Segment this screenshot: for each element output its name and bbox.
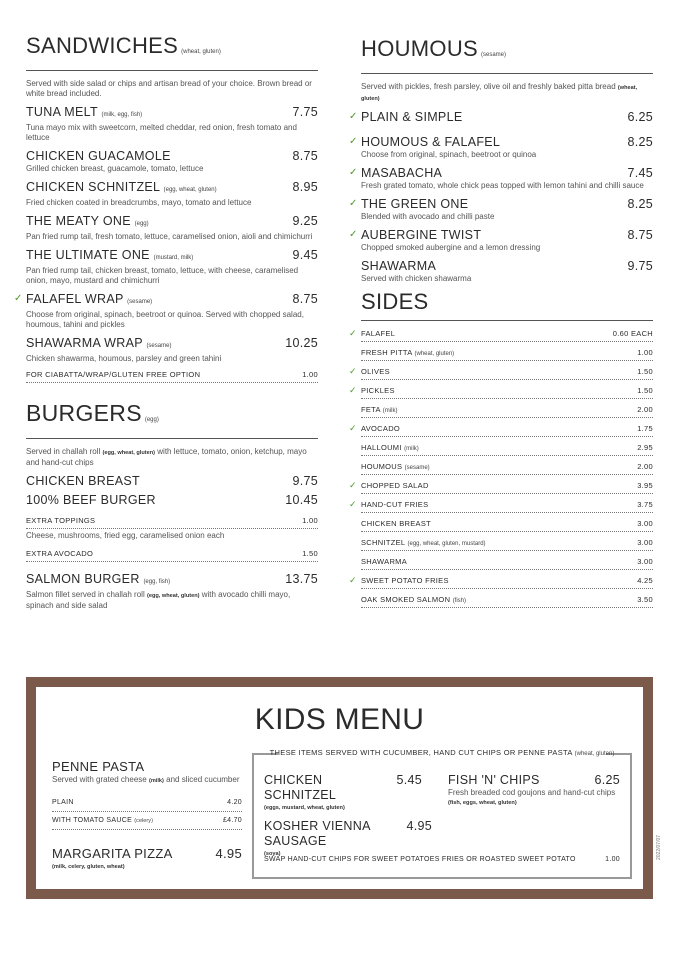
item-allergens: (eggs, mustard, wheat, gluten)	[264, 805, 345, 811]
item-price: 8.75	[292, 292, 318, 306]
item-desc: Grilled chicken breast, guacamole, tomato, lettuce	[26, 164, 204, 173]
item-name: FISH 'N' CHIPS	[448, 773, 540, 787]
item-name: CHICKEN BREAST	[26, 474, 140, 488]
item-desc: Served with chicken shawarma	[361, 274, 472, 283]
penne-plain-option	[52, 794, 242, 812]
item-row	[26, 248, 318, 266]
item-row	[361, 135, 653, 150]
item-name: AUBERGINE TWIST	[361, 228, 482, 242]
vegetarian-check-icon: ✓	[349, 575, 357, 585]
item-name-text: THE ULTIMATE ONE	[26, 248, 150, 262]
penne-sauce-option	[52, 812, 242, 830]
kids-item-fish-n-chips	[448, 773, 620, 808]
menu-item-chicken-breast	[26, 474, 318, 489]
menu-item	[26, 105, 318, 143]
burgers-description: Served in challah roll (egg, wheat, gluten) with lettuce, tomato, onion, ketchup, mayo and hand-cut chips	[26, 447, 307, 467]
side-item	[349, 380, 653, 399]
item-name: 100% BEEF BURGER	[26, 493, 156, 507]
side-item-allergens: (wheat, gluten)	[414, 351, 455, 357]
item-row	[26, 149, 318, 164]
side-item-name	[361, 595, 466, 606]
vegetarian-check-icon: ✓	[349, 385, 357, 395]
houmous-title: HOUMOUS (sesame)	[361, 37, 653, 74]
item-name: PLAIN & SIMPLE	[361, 110, 463, 124]
item-name-text: TUNA MELT	[26, 105, 98, 119]
vegetarian-check-icon: ✓	[349, 111, 358, 122]
item-price: 6.25	[594, 773, 620, 787]
item-desc: Salmon fillet served in challah roll (egg, wheat, gluten) with avocado chilli mayo, spinach and side salad	[26, 590, 291, 610]
item-price: 6.25	[627, 110, 653, 124]
side-item-name-text: OAK SMOKED SALMON	[361, 595, 451, 604]
item-name-text: CHICKEN GUACAMOLE	[26, 149, 171, 163]
item-desc: Fresh breaded cod goujons and hand-cut chips	[448, 788, 616, 797]
side-item-allergens: (sesame)	[404, 465, 430, 471]
sides-list	[349, 323, 653, 608]
menu-item	[14, 292, 318, 330]
margarita-pizza-price: 4.95	[215, 846, 242, 861]
item-price: 10.25	[285, 336, 318, 350]
side-item-allergens: (fish)	[452, 598, 467, 604]
side-item	[349, 570, 653, 589]
menu-item	[26, 336, 318, 364]
side-item-name	[361, 500, 428, 510]
side-item-price: 3.75	[637, 500, 653, 509]
vegetarian-check-icon: ✓	[349, 198, 358, 209]
item-row	[26, 214, 318, 232]
side-item-name-text: FALAFEL	[361, 329, 396, 338]
item-price: 8.95	[292, 180, 318, 194]
side-item-name	[361, 424, 400, 434]
kids-combo-box	[252, 748, 632, 879]
kids-swap-option	[264, 855, 620, 865]
item-price: 4.95	[406, 819, 432, 833]
penne-pasta-desc: Served with grated cheese (milk) and sliced cucumber	[52, 775, 240, 784]
menu-item	[26, 180, 318, 208]
item-price: 7.45	[627, 166, 653, 180]
side-item-name-text: HAND-CUT FRIES	[361, 500, 429, 509]
item-name	[26, 214, 149, 232]
item-desc: Pan fried rump tail, chicken breast, tomato, lettuce, with cheese, caramelised onion, mayo, mustard and chimichurri	[26, 266, 299, 285]
item-desc: Tuna mayo mix with sweetcorn, melted cheddar, red onion, fresh tomato and lettuce	[26, 123, 297, 142]
houmous-description: Served with pickles, fresh parsley, olive oil and freshly baked pitta bread (wheat, gluten)	[361, 82, 638, 102]
item-price: 8.75	[627, 228, 653, 242]
item-desc: Blended with avocado and chilli paste	[361, 212, 495, 221]
side-item	[361, 532, 653, 551]
item-name-text: SHAWARMA WRAP	[26, 336, 143, 350]
penne-plain-label: PLAIN	[52, 799, 74, 806]
item-price: 10.45	[285, 493, 318, 507]
side-item	[361, 342, 653, 361]
side-item-price: 2.00	[637, 462, 653, 471]
side-item-allergens: (milk)	[382, 408, 398, 414]
side-item	[349, 361, 653, 380]
right-column	[349, 36, 653, 608]
vegetarian-check-icon: ✓	[349, 229, 358, 240]
item-name-text: THE MEATY ONE	[26, 214, 131, 228]
menu-item	[361, 259, 653, 284]
side-item-name-text: FRESH PITTA	[361, 348, 413, 357]
side-item-name-text: OLIVES	[361, 367, 390, 376]
item-row	[361, 166, 653, 181]
kids-item-vienna-sausage	[264, 819, 432, 859]
item-price: 9.45	[292, 248, 318, 262]
side-item-name	[361, 481, 429, 491]
item-name: SALMON BURGER (egg, fish)	[26, 572, 171, 586]
left-column	[14, 33, 318, 617]
side-item-price: 1.50	[637, 386, 653, 395]
item-name	[26, 105, 142, 123]
vegetarian-check-icon: ✓	[349, 423, 357, 433]
item-name: KOSHER VIENNA SAUSAGE	[264, 819, 371, 848]
item-allergens: (egg)	[134, 221, 149, 227]
side-item-price: 1.75	[637, 424, 653, 433]
side-item-name-text: AVOCADO	[361, 424, 401, 433]
vegetarian-check-icon: ✓	[349, 167, 358, 178]
item-allergens: (fish, eggs, wheat, gluten)	[448, 800, 517, 806]
item-price: 9.25	[292, 214, 318, 228]
item-desc: Fresh grated tomato, whole chick peas topped with lemon tahini and chilli sauce	[361, 181, 644, 190]
menu-item	[26, 248, 318, 286]
side-item-price: 1.50	[637, 367, 653, 376]
side-item	[349, 475, 653, 494]
extra-avocado-price: 1.50	[302, 549, 318, 558]
extra-toppings-desc: Cheese, mushrooms, fried egg, caramelised onion each	[26, 531, 225, 540]
item-name	[26, 292, 152, 310]
item-name: SHAWARMA	[361, 259, 437, 273]
side-item-price: 4.25	[637, 576, 653, 585]
side-item-price: 3.00	[637, 519, 653, 528]
side-item-name	[361, 367, 390, 377]
menu-item	[349, 166, 653, 191]
side-item-name-text: PICKLES	[361, 386, 395, 395]
side-item-name	[361, 329, 395, 339]
item-allergens: (egg, wheat, gluten)	[163, 187, 217, 193]
side-item-name	[361, 405, 397, 416]
item-allergens: (mustard, milk)	[153, 255, 194, 261]
item-price: 8.25	[627, 135, 653, 149]
kids-menu-panel	[36, 687, 643, 889]
side-item	[361, 513, 653, 532]
sandwich-list	[14, 105, 318, 364]
kids-item-chicken-schnitzel	[264, 773, 422, 813]
item-price: 5.45	[396, 773, 422, 787]
item-price: 9.75	[292, 474, 318, 488]
vegetarian-check-icon: ✓	[349, 328, 357, 338]
item-price: 8.75	[292, 149, 318, 163]
item-row	[26, 180, 318, 198]
extra-toppings-label: EXTRA TOPPINGS	[26, 516, 96, 525]
item-desc: Chopped smoked aubergine and a lemon dressing	[361, 243, 541, 252]
side-item-name-text: HALLOUMI	[361, 443, 402, 452]
side-item-allergens: (egg, wheat, gluten, mustard)	[407, 541, 486, 547]
item-row	[26, 105, 318, 123]
side-item	[361, 551, 653, 570]
side-item-price: 2.95	[637, 443, 653, 452]
vegetarian-check-icon: ✓	[349, 499, 357, 509]
menu-item	[349, 197, 653, 222]
sandwiches-allergens: (wheat, gluten)	[181, 49, 221, 55]
side-item-name	[361, 538, 486, 549]
side-item-allergens: (milk)	[404, 446, 419, 452]
side-item-name-text: CHOPPED SALAD	[361, 481, 429, 490]
vegetarian-check-icon: ✓	[349, 136, 358, 147]
side-item-name	[361, 386, 395, 396]
menu-item-salmon-burger	[26, 572, 318, 611]
print-code: 2022/07/07	[656, 834, 662, 860]
margarita-pizza-allergens: (milk, celery, gluten, wheat)	[52, 864, 125, 870]
item-desc: Fried chicken coated in breadcrumbs, mayo, tomato and lettuce	[26, 198, 252, 207]
burgers-title: BURGERS (egg)	[26, 401, 318, 439]
side-item-price: 3.00	[637, 557, 653, 566]
item-desc: Pan fried rump tail, fresh tomato, lettuce, caramelised onion, aioli and chimichurri	[26, 232, 313, 241]
side-item-name-text: HOUMOUS	[361, 462, 403, 471]
side-item-price: 0.60 EACH	[612, 329, 653, 338]
side-item-price: 3.50	[637, 595, 653, 604]
sandwiches-title: SANDWICHES (wheat, gluten)	[26, 34, 318, 71]
extra-toppings-price: 1.00	[302, 516, 318, 525]
item-allergens: (sesame)	[127, 299, 153, 305]
item-name	[26, 336, 171, 354]
houmous-allergens: (sesame)	[481, 52, 507, 58]
menu-item	[349, 228, 653, 253]
item-allergens: (sesame)	[146, 343, 172, 349]
vegetarian-check-icon: ✓	[349, 366, 357, 376]
item-row	[26, 336, 318, 354]
side-item	[349, 418, 653, 437]
kids-swap-label: SWAP HAND-CUT CHIPS FOR SWEET POTATOES FRIES OR ROASTED SWEET POTATO	[264, 856, 576, 863]
item-name-text: CHICKEN SCHNITZEL	[26, 180, 160, 194]
vegetarian-check-icon: ✓	[349, 480, 357, 490]
item-name	[26, 248, 193, 266]
item-desc: Choose from original, spinach, beetroot or quinoa. Served with chopped salad, houmous, tahini and pickles	[26, 310, 304, 329]
side-item-name	[361, 576, 449, 586]
menu-item	[349, 110, 653, 125]
houmous-list	[349, 110, 653, 284]
item-name-text: FALAFEL WRAP	[26, 292, 124, 306]
side-item	[361, 456, 653, 475]
item-row	[26, 292, 318, 310]
penne-sauce-price: £4.70	[222, 817, 242, 824]
item-name	[26, 180, 217, 198]
side-item-name	[361, 557, 407, 567]
item-price: 7.75	[292, 105, 318, 119]
side-item-name	[361, 348, 454, 359]
item-row	[361, 197, 653, 212]
penne-plain-price: 4.20	[227, 799, 242, 806]
side-item-price: 3.00	[637, 538, 653, 547]
kids-swap-price: 1.00	[605, 856, 620, 863]
menu-item	[26, 149, 318, 174]
burgers-allergens: (egg)	[144, 417, 159, 423]
side-item-price: 1.00	[637, 348, 653, 357]
item-name: CHICKEN SCHNITZEL	[264, 773, 337, 802]
side-item-name	[361, 462, 430, 473]
side-item	[349, 494, 653, 513]
side-item	[349, 323, 653, 342]
item-allergens: (soya)	[264, 851, 281, 857]
menu-item-beef-burger	[26, 493, 318, 508]
vegetarian-check-icon: ✓	[14, 293, 23, 304]
kids-menu-frame	[26, 677, 653, 899]
side-item-name-text: SCHNITZEL	[361, 538, 406, 547]
side-item-price: 3.95	[637, 481, 653, 490]
menu-item	[26, 214, 318, 242]
side-item	[361, 399, 653, 418]
item-allergens: (milk, egg, fish)	[101, 112, 143, 118]
kids-menu-title: KIDS MENU	[254, 703, 425, 736]
side-item-name-text: FETA	[361, 405, 381, 414]
item-price: 9.75	[627, 259, 653, 273]
side-item-price: 2.00	[637, 405, 653, 414]
item-row	[361, 259, 653, 274]
penne-pasta-name: PENNE PASTA	[52, 759, 145, 774]
side-item-name-text: CHICKEN BREAST	[361, 519, 432, 528]
extra-avocado-label: EXTRA AVOCADO	[26, 549, 94, 558]
sandwiches-description: Served with side salad or chips and artisan bread of your choice. Brown bread or white bread included.	[26, 79, 312, 98]
side-item-name	[361, 519, 431, 529]
kids-box-heading: THESE ITEMS SERVED WITH CUCUMBER, HAND CUT CHIPS OR PENNE PASTA (wheat, gluten)	[269, 748, 615, 757]
side-item-name	[361, 443, 419, 454]
margarita-pizza	[52, 846, 242, 862]
item-desc: Choose from original, spinach, beetroot or quinoa	[361, 150, 537, 159]
penne-sauce-label: WITH TOMATO SAUCE (celery)	[52, 817, 153, 824]
side-item-name-text: SHAWARMA	[361, 557, 408, 566]
margarita-pizza-name: MARGARITA PIZZA	[52, 846, 173, 861]
item-price: 13.75	[285, 572, 318, 586]
item-row	[361, 110, 653, 125]
kids-left-column	[52, 759, 242, 870]
item-name: HOUMOUS & FALAFEL	[361, 135, 501, 149]
menu-item	[349, 135, 653, 160]
item-name: MASABACHA	[361, 166, 443, 180]
ciabatta-option	[26, 370, 318, 383]
item-row	[361, 228, 653, 243]
side-item-name-text: SWEET POTATO FRIES	[361, 576, 449, 585]
item-price: 8.25	[627, 197, 653, 211]
item-name: THE GREEN ONE	[361, 197, 469, 211]
side-item	[361, 437, 653, 456]
extra-avocado	[26, 549, 318, 562]
extra-toppings	[26, 516, 318, 529]
item-name	[26, 149, 171, 164]
item-desc: Chicken shawarma, houmous, parsley and green tahini	[26, 354, 222, 363]
ciabatta-option-label: FOR CIABATTA/WRAP/GLUTEN FREE OPTION	[26, 370, 201, 379]
sides-title: SIDES	[361, 290, 653, 321]
ciabatta-option-price: 1.00	[302, 370, 318, 379]
side-item	[361, 589, 653, 608]
